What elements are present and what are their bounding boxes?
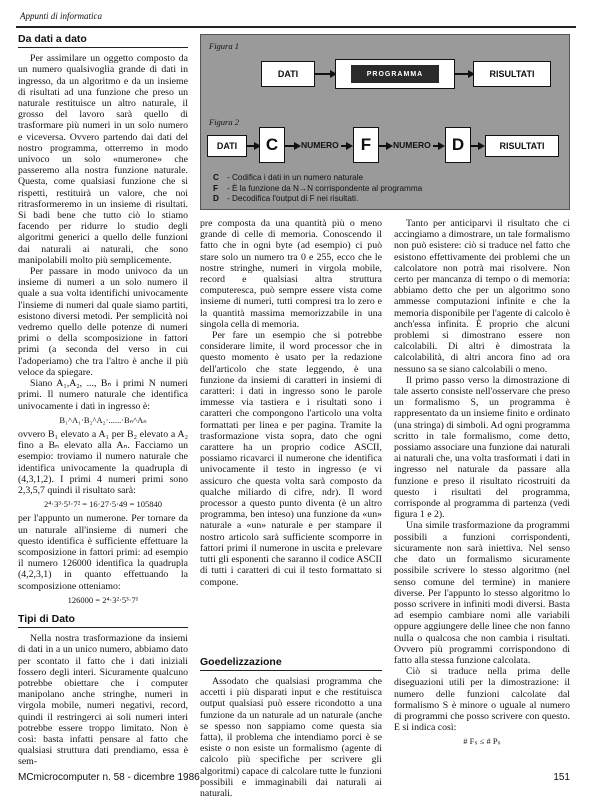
paragraph: Tanto per anticiparvi il risultato che ci accingiamo a dimostrare, un tale formalismo non può esistere: ciò si traduce nel fatto che esistono effettivamente dei problemi che un calcolatore non potrà mai risolvere. Non certo per mancanza di tempo o di memoria: abbiamo detto che per un algoritmo sono ammesse computazioni infinite e che la memoria disponibile per l'agente di calcolo è anch'essa infinita. È proprio che alcuni problemi si dimostrano essere non calcolabili. Di altri è dimostrata la calcolabilità, di altri ancora fino ad ora nessuno sa se siano calcolabili o meno. bbox=[394, 218, 570, 375]
arrow-icon bbox=[315, 73, 335, 75]
arrow-icon bbox=[433, 145, 443, 147]
fig2-risultati-box: RISULTATI bbox=[485, 135, 559, 157]
paragraph: Assodato che qualsiasi programma che accetti i più disparati input e che restituisca output qualsiasi può essere ricondotto a una funzione da un naturale ad un naturale (anche se spesso non sappiamo come questa sia fatta), il problema che intendiamo porci è se esiste o non esiste un formalismo (agente di calcolo più specifiche per scrivere gli algoritmi) capace di calcolare tutte le funzioni possibili e immaginabili dai naturali ai naturali. bbox=[200, 676, 382, 800]
legend-item: D - Decodifica l'output di F nei risultati. bbox=[213, 194, 359, 203]
paragraph: Una simile trasformazione da programmi possibili a funzioni corrispondenti, sicuramente non sarà iniettiva. Nel senso che dato un formalismo sicuramente possibile scrivere lo stesso algoritmo (nel senso comune del termine) in maniere diverse. Per l'appunto lo stesso algoritmo lo posso scrivere in infiniti modi diversi. Basta ad esempio cambiare nomi alle variabili oppure aggiungere delle linee che non fanno nulla o qualcosa che non cambia i risultati. Ovvero più programmi corrispondono di fatto alla stessa funzione calcolata. bbox=[394, 520, 570, 666]
fig2-dati-box: DATI bbox=[207, 135, 247, 157]
page-number: 151 bbox=[553, 772, 570, 783]
section-title-goedelizzazione: Goedelizzazione bbox=[200, 656, 382, 671]
column-2-lower bbox=[200, 676, 382, 800]
formula: 2⁴·3³·5¹·7² = 16·27·5·49 = 105840 bbox=[44, 499, 162, 510]
section-title-da-dati-a-dato: Da dati a dato bbox=[18, 34, 188, 48]
figure-panel bbox=[200, 34, 570, 210]
arrow-icon bbox=[247, 145, 259, 147]
fig2-numero-label: NUMERO bbox=[301, 140, 339, 150]
paragraph: Per assimilare un oggetto composto da un numero qualsivoglia grande di dati in ingresso, da un algoritmo e da un insieme di risultati ad una funzione che preso un naturale restituisce un altro naturale, il grosso del lavoro sarà quello di trasformare più numeri in un solo numero e viceversa. Ovvero partendo dai dati del nostro programma, otterremo in modo univoco un solo «numerone» che passeremo alla nostra funzione naturale. Questa, come qualsiasi funzione che si rispetti, restituirà un valore, che noi ritrasformeremo in un insieme di risultati. Si badi bene che tutto ciò lo stiamo facendo per ridurre lo studio degli algoritmi generici a quello delle funzioni dai naturali ai naturali, che sono manipolabili molto più semplicemente. bbox=[18, 53, 188, 266]
paragraph: per l'appunto un numerone. Per tornare da un naturale all'insieme di numeri che questo identifica è sufficiente effettuare la scomposizione in fattori primi: ad esempio il numero 126000 identifica la quadrupla (4,2,3,1) in quanto effettuando la scomposizione otteniamo: bbox=[18, 513, 188, 592]
figure-2-label: Figura 2 bbox=[209, 117, 239, 127]
fig2-d-box: D bbox=[445, 127, 471, 163]
arrow-icon bbox=[285, 145, 299, 147]
figure-legend bbox=[213, 173, 559, 205]
formula: 126000 = 2⁴·3²·5³·7¹ bbox=[67, 594, 139, 605]
paragraph: ovvero B₁ elevato a A₁ per B₂ elevato a A₂ fino a Bₙ elevato alla Aₙ. Facciamo un esempio: troviamo il numero naturale che identifica univocamente la quadrupla di (4,3,1,2). I primi 4 numeri primi sono 2,3,5,7 quindi il risultato sarà: bbox=[18, 428, 188, 496]
column-3 bbox=[394, 218, 570, 762]
formula: # Fₛ ≤ # Pₛ bbox=[463, 736, 501, 747]
paragraph: Per fare un esempio che si potrebbe considerare limite, il word processor che in questo momento è usato per la redazione dell'articolo che state leggendo, è una funzione da insiemi di caratteri in insiemi di caratteri: i dati in ingresso sono le parole immesse via tastiera e i risultati sono i caratteri che compongono l'articolo una volta formattati per linea e per pagina. Tramite la trasformazione vista sopra, dato che ogni carattere ha un proprio codice ASCII, possiamo ricavarci il numerone che identifica univocamente il testo in ingresso (e vi assicuro che questa volta sarà composto da qualche miliardo di cifre, ndr). Il word processor a questo punto diventa (è un altro programma, ben inteso) una funzione da «un» naturale a «un» naturale e per stampare il nostro articolo sarà sufficiente scomporre in fattori primi il numerone in uscita e prelevare tutti gli esponenti che saranno il codice ASCII di tutti i caratteri di cui il testo formattato si compone. bbox=[200, 330, 382, 588]
section-title-tipi-di-dato: Tipi di Dato bbox=[18, 614, 188, 628]
magazine-issue: MCmicrocomputer n. 58 - dicembre 1986 bbox=[18, 772, 200, 783]
paragraph: Ciò si traduce nella prima delle diseguazioni utili per la dimostrazione: il numero delle funzioni calcolate dal formalismo S è minore o uguale al numero di programmi che posso scrivere con questo. E si indica così: bbox=[394, 666, 570, 734]
fig1-programma-box bbox=[335, 59, 455, 89]
arrow-icon bbox=[341, 145, 351, 147]
paragraph: Siano A₁,A₂, ..., Bₙ i primi N numeri primi. Il numero naturale che identifica univocamente i dati in ingresso è: bbox=[18, 378, 188, 412]
fig1-dati-box: DATI bbox=[261, 61, 315, 87]
column-1 bbox=[18, 33, 188, 768]
arrow-icon bbox=[455, 73, 473, 75]
fig1-risultati-box: RISULTATI bbox=[473, 61, 551, 87]
paragraph: Per passare in modo univoco da un insieme di numeri a un solo numero il quale a sua volta identifichi univocamente l'insieme di numeri dal quale siamo partiti, esistono diversi metodi. Per semplicità noi vedremo quello delle potenze di numeri primi o della scomposizione in fattori primi (a seconda del verso in cui l'adoperiamo) che tra l'altro è anche il più veloce da spiegare. bbox=[18, 266, 188, 378]
legend-item: C - Codifica i dati in un numero naturale bbox=[213, 173, 364, 182]
figure-1-label: Figura 1 bbox=[209, 41, 239, 51]
legend-item: F - È la funzione da N→N corrispondente al programma bbox=[213, 183, 423, 193]
paragraph: pre composta da una quantità più o meno grande di celle di memoria. Conoscendo il fatto che in ogni byte (ad esempio) ci può stare solo un numero tra 0 e 255, ecco che le nostre stringhe, numeri in virgola mobile, record e qualsiasi altra struttura computeresca, può sempre essere vista come insieme di numeri, tutti compresi tra lo zero e la quantità massima memorizzabile in una singola cella di memoria. bbox=[200, 218, 382, 330]
fig2-f-box: F bbox=[353, 127, 379, 163]
formula: B₁^A₁·B₂^A₂·......·Bₙ^Aₙ bbox=[59, 414, 147, 425]
column-2 bbox=[200, 218, 382, 650]
programma-label: PROGRAMMA bbox=[351, 65, 439, 83]
fig2-numero-label: NUMERO bbox=[393, 140, 431, 150]
arrow-icon bbox=[471, 145, 483, 147]
arrow-icon bbox=[379, 145, 391, 147]
fig2-c-box: C bbox=[259, 127, 285, 163]
page-footer bbox=[18, 772, 570, 788]
page-header bbox=[16, 6, 576, 28]
paragraph: Nella nostra trasformazione da insiemi di dati in a un unico numero, abbiamo dato per scontato il fatto che i dati iniziali fossero degli interi. Sicuramente qualcuno potrebbe obiettare che i computer manipolano anche stringhe, numeri in virgola mobile, numeri negativi, record, quindi il restringerci ai soli numeri interi potrebbe essere troppo limitato. Non è così: basta infatti pensare al fatto che qualsiasi struttura dati prendiamo, essa è sem- bbox=[18, 633, 188, 768]
section-label: Appunti di informatica bbox=[20, 11, 102, 21]
paragraph: Il primo passo verso la dimostrazione di tale asserto consiste nell'osservare che preso un formalismo S, un programma è rappresentato da un insieme finito e ordinato (una stringa) di simboli. Ad ogni programma scritto in tale formalismo, come detto, possiamo associare una funzione dai naturali ai naturali che, una volta trasformati i dati in ingresso nel naturale da passare alla funzione e preso il risultato ricostruiti da questo i risultati del programma, corrisponde al programma di partenza (vedi figura 1 e 2). bbox=[394, 374, 570, 521]
